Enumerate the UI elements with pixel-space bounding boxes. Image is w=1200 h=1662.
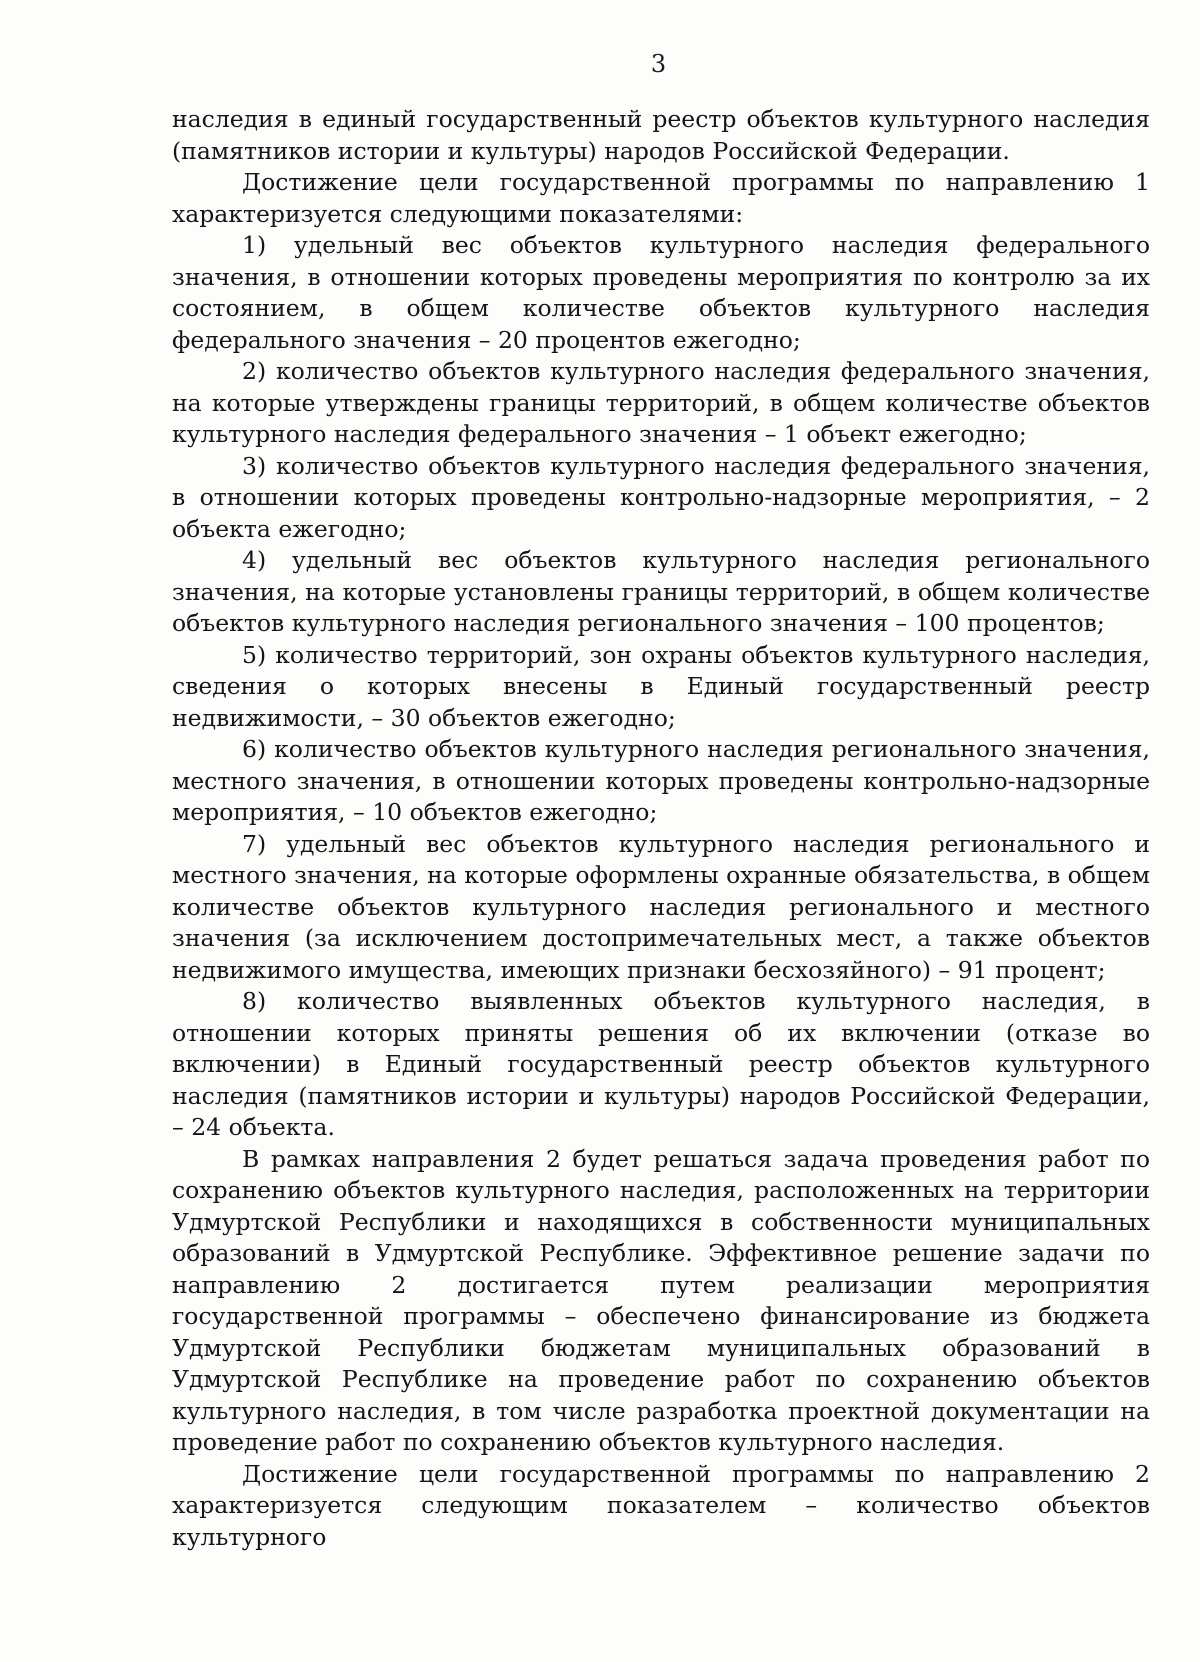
indicator-item-3: 3) количество объектов культурного наследия федерального значения, в отношении которых проведены контрольно-надзорные мероприятия, – 2 объекта ежегодно; — [172, 451, 1150, 543]
indicator-item-2: 2) количество объектов культурного наследия федерального значения, на которые утверждены границы территорий, в общем количестве объектов культурного наследия федерального значения – 1 объект ежегодно; — [172, 357, 1150, 448]
paragraph-continuation: наследия в единый государственный реестр объектов культурного наследия (памятников истории и культуры) народов Российской Федерации. — [172, 105, 1150, 165]
indicator-item-6: 6) количество объектов культурного наследия регионального значения, местного значения, в отношении которых проведены контрольно-надзорные мероприятия, – 10 объектов ежегодно; — [172, 735, 1150, 826]
paragraph-direction-2-indicator: Достижение цели государственной программы по направлению 2 характеризуется следующим показателем – количество объектов культурного — [172, 1459, 1150, 1551]
indicator-item-8: 8) количество выявленных объектов культурного наследия, в отношении которых приняты решения об их включении (отказе во включении) в Единый государственный реестр объектов культурного наследия (памятников истории и культуры) народов Российской Федерации, – 24 объекта. — [172, 987, 1150, 1141]
indicator-item-4: 4) удельный вес объектов культурного наследия регионального значения, на которые установлены границы территорий, в общем количестве объектов культурного наследия регионального значения – 100 процентов; — [172, 546, 1150, 637]
indicator-item-5: 5) количество территорий, зон охраны объектов культурного наследия, сведения о которых внесены в Единый государственный реестр недвижимости, – 30 объектов ежегодно; — [172, 640, 1150, 732]
document-body — [172, 104, 1150, 1553]
paragraph-direction-2-task: В рамках направления 2 будет решаться задача проведения работ по сохранению объектов культурного наследия, расположенных на территории Удмуртской Республики и находящихся в собственности муниципальных образований в Удмуртской Республике. Эффективное решение задачи по направлению 2 достигается путем реализации мероприятия государственной программы – обеспечено финансирование из бюджета Удмуртской Республики бюджетам муниципальных образований в Удмуртской Республике на проведение работ по сохранению объектов культурного наследия, в том числе разработка проектной документации на проведение работ по сохранению объектов культурного наследия. — [172, 1144, 1150, 1456]
indicator-item-7: 7) удельный вес объектов культурного наследия регионального и местного значения, на которые оформлены охранные обязательства, в общем количестве объектов культурного наследия регионального и местного значения (за исключением достопримечательных мест, а также объектов недвижимого имущества, имеющих признаки бесхозяйного) – 91 процент; — [172, 829, 1150, 984]
indicator-item-1: 1) удельный вес объектов культурного наследия федерального значения, в отношении которых проведены мероприятия по контролю за их состоянием, в общем количестве объектов культурного наследия федерального значения – 20 процентов ежегодно; — [172, 231, 1150, 354]
paragraph-direction-1-indicators-intro: Достижение цели государственной программы по направлению 1 характеризуется следующими показателями: — [172, 168, 1150, 228]
page-number: 3 — [650, 50, 667, 78]
